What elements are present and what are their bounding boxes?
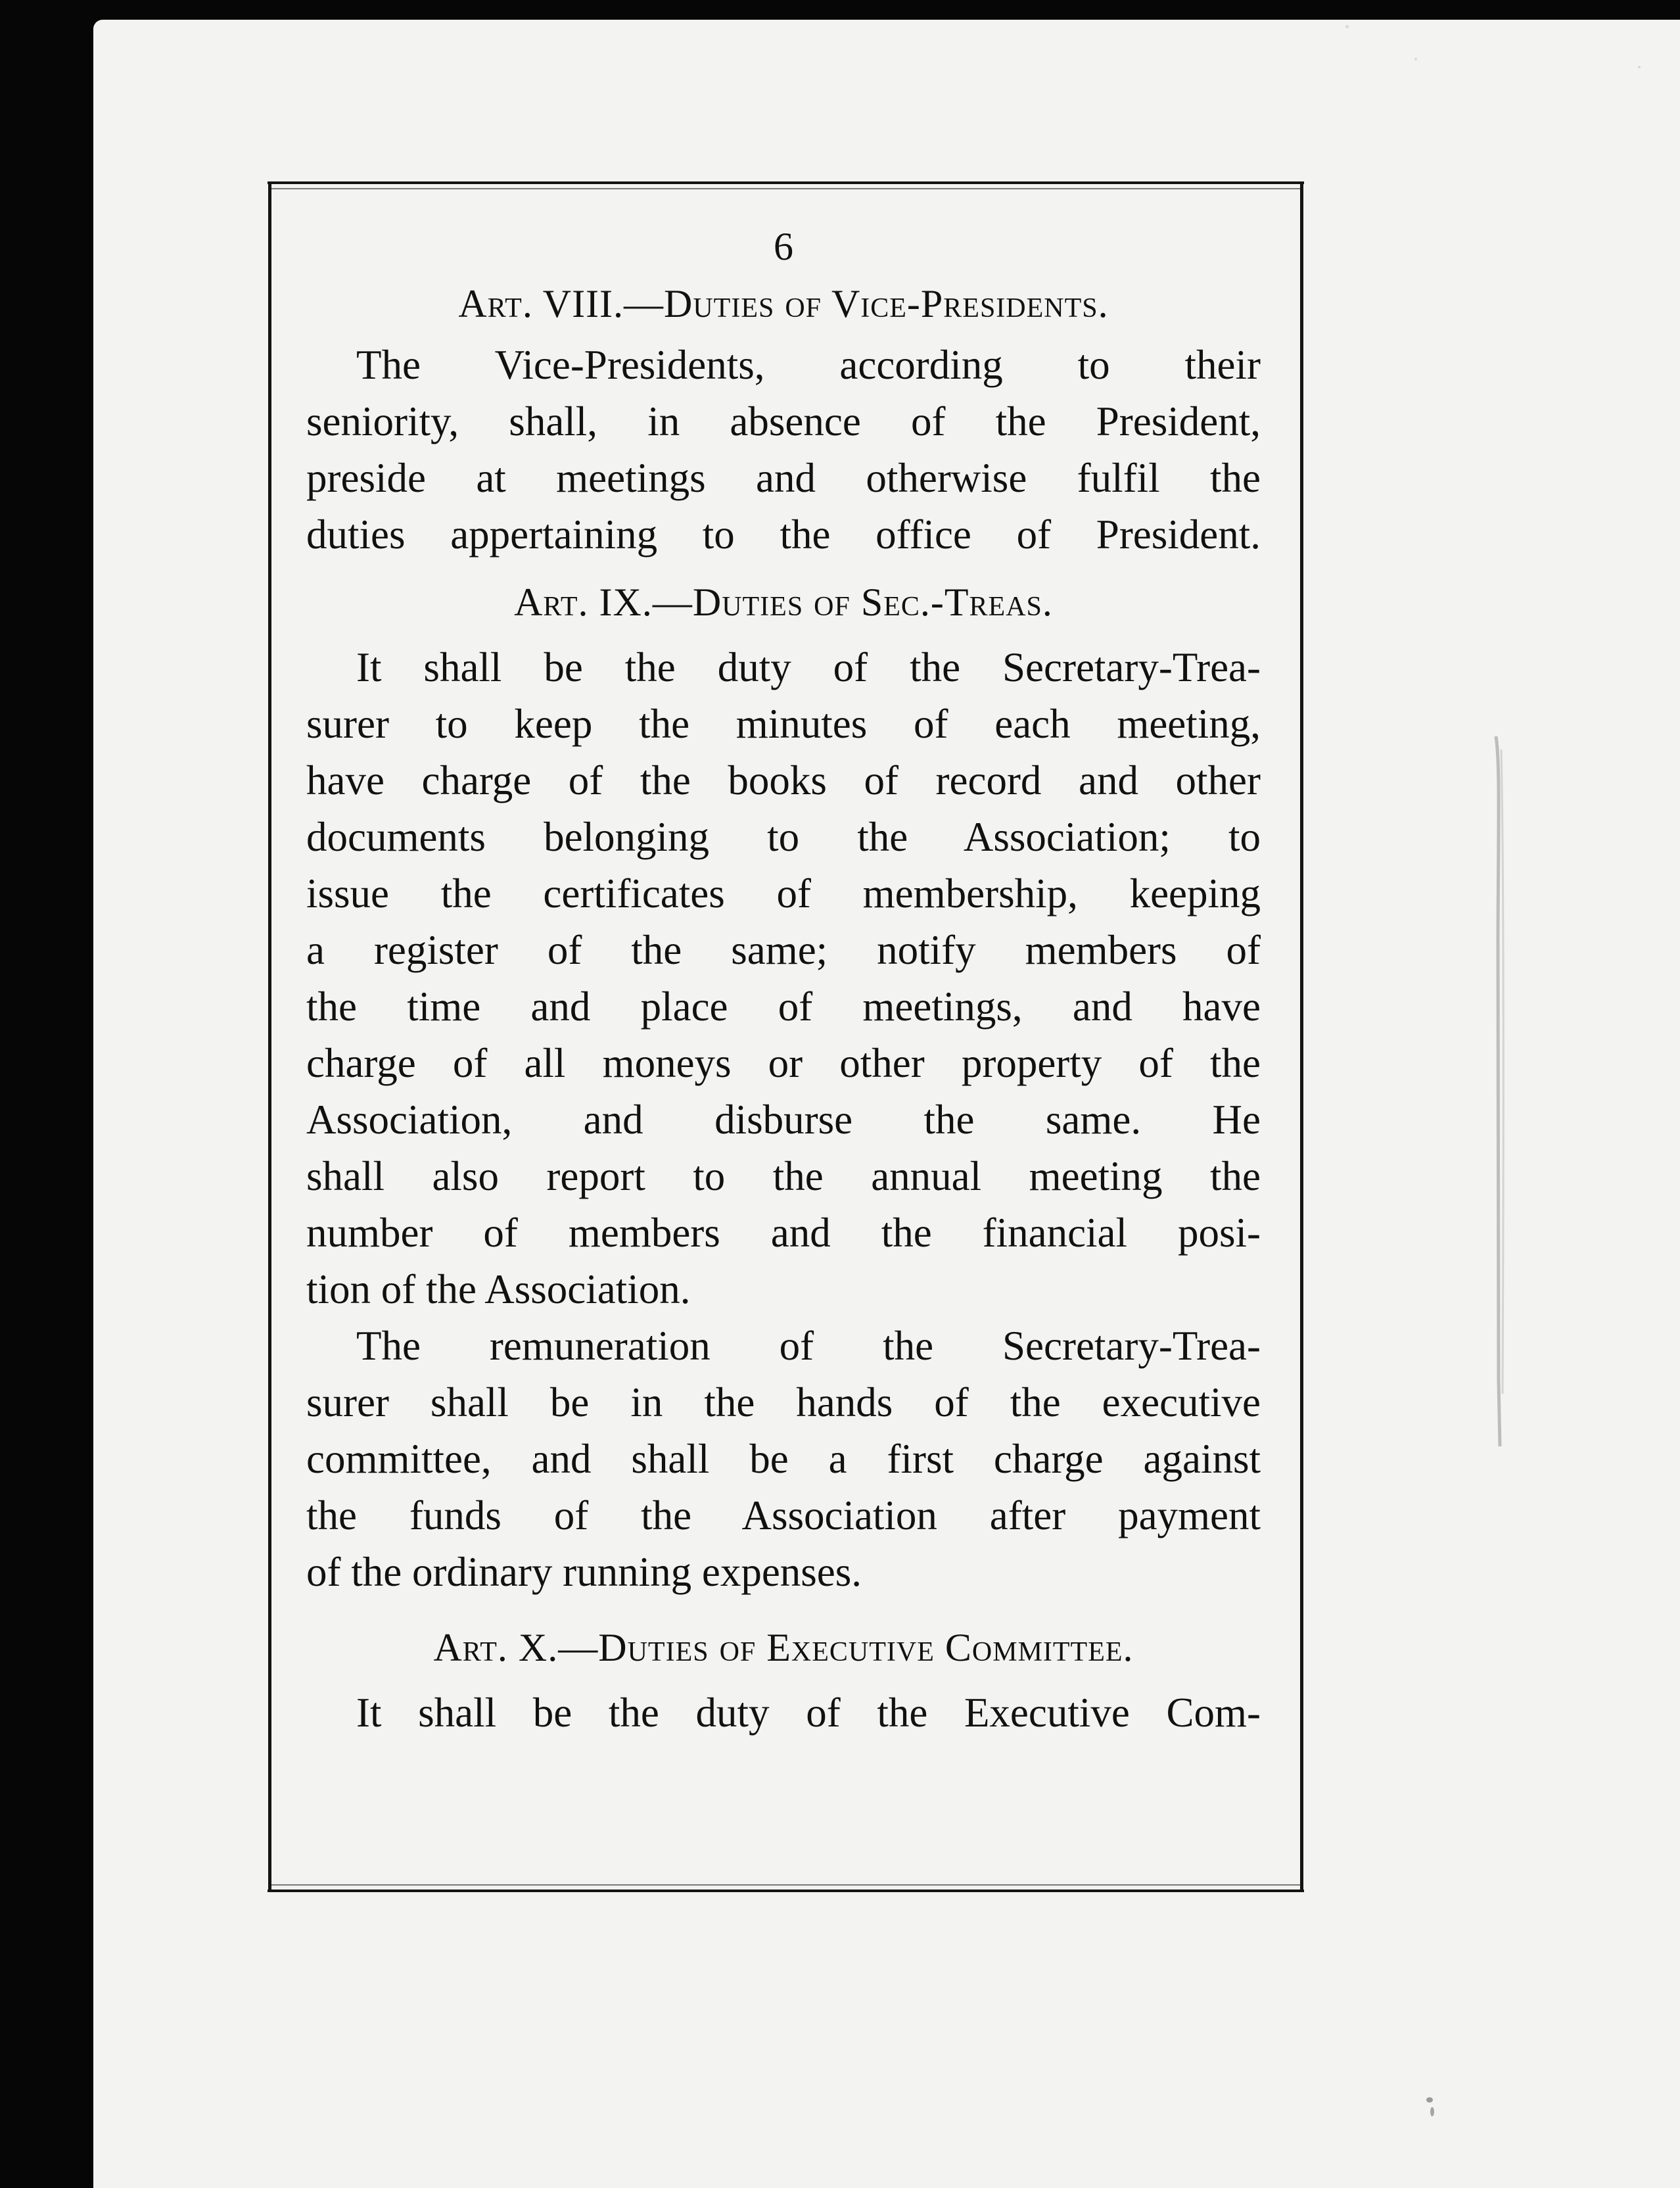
heading-art-ix: Art. IX.—Duties of Sec.-Treas. xyxy=(514,581,1053,624)
paper-speck xyxy=(1638,66,1641,68)
text-line: The remuneration of the Secretary-Trea- xyxy=(356,1323,1261,1369)
text-line: It shall be the duty of the Secretary-Trea- xyxy=(356,644,1261,690)
binding-shadow-artifact xyxy=(1487,736,1506,1446)
text-line: the time and place of meetings, and have xyxy=(306,984,1261,1030)
heading-art-x: Art. X.—Duties of Executive Committee. xyxy=(433,1626,1134,1669)
text-line: preside at meetings and otherwise fulfil the xyxy=(306,455,1261,501)
text-line: surer shall be in the hands of the executive xyxy=(306,1379,1261,1425)
frame-inner-rule-bottom xyxy=(271,1884,1300,1886)
paper-speck xyxy=(1426,2097,1433,2103)
text-line: seniority, shall, in absence of the President, xyxy=(306,398,1261,444)
text-line: committee, and shall be a first charge against xyxy=(306,1436,1261,1482)
text-line: the funds of the Association after payment xyxy=(306,1492,1261,1538)
text-line: have charge of the books of record and other xyxy=(306,757,1261,803)
page-number: 6 xyxy=(774,225,793,268)
paper-speck xyxy=(1345,25,1349,28)
text-line: It shall be the duty of the Executive Com- xyxy=(356,1690,1261,1736)
text-line: duties appertaining to the office of President. xyxy=(306,511,1261,558)
text-line: number of members and the financial posi- xyxy=(306,1210,1261,1256)
paragraph-art-ix-duties xyxy=(306,639,1261,1318)
text-line: charge of all moneys or other property of the xyxy=(306,1040,1261,1086)
text-line: of the ordinary running expenses. xyxy=(306,1549,862,1595)
frame-inner-rule-top xyxy=(271,188,1300,189)
paper-speck xyxy=(1430,2107,1434,2116)
paper-speck xyxy=(1414,58,1417,60)
text-line: surer to keep the minutes of each meeting, xyxy=(306,701,1261,747)
paragraph-art-ix-remuneration xyxy=(306,1318,1261,1600)
text-line: documents belonging to the Association; to xyxy=(306,814,1261,860)
text-line: a register of the same; notify members of xyxy=(306,927,1261,973)
paragraph-art-x xyxy=(306,1684,1261,1741)
text-line: tion of the Association. xyxy=(306,1266,691,1312)
text-line: issue the certificates of membership, keeping xyxy=(306,870,1261,916)
text-line: The Vice-Presidents, according to their xyxy=(356,342,1261,388)
text-line: shall also report to the annual meeting the xyxy=(306,1153,1261,1199)
text-line: Association, and disburse the same. He xyxy=(306,1097,1261,1143)
paragraph-art-viii xyxy=(306,337,1261,563)
heading-art-viii: Art. VIII.—Duties of Vice-Presidents. xyxy=(458,282,1109,325)
page-text-block xyxy=(306,224,1261,1741)
